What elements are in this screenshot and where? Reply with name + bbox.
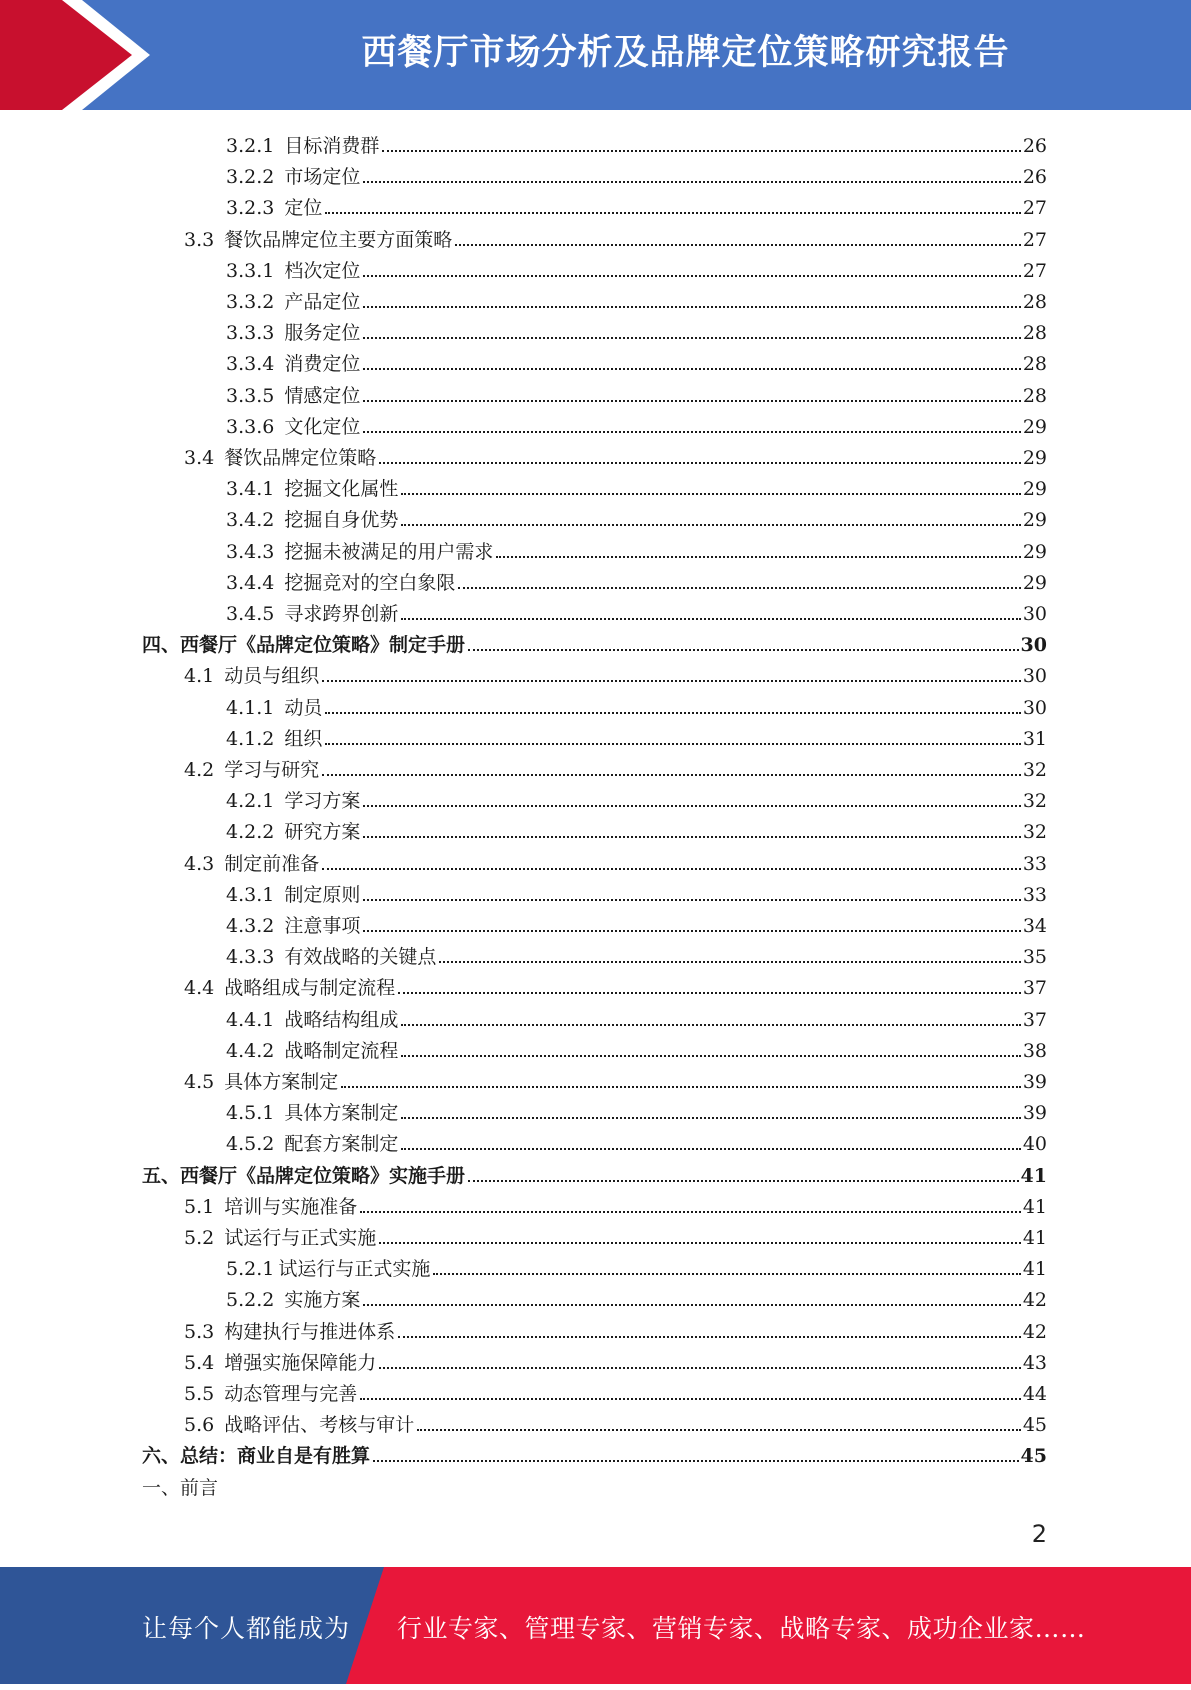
toc-dot-leader [325, 212, 1020, 214]
toc-dot-leader [363, 337, 1020, 339]
toc-entry-page: 29 [1022, 415, 1047, 438]
toc-entry-number: 4.1 [184, 665, 215, 688]
toc-entry-title: 具体方案制定 [224, 1071, 339, 1093]
toc-entry[interactable] [226, 189, 1047, 220]
page-footer [0, 1567, 1191, 1684]
toc-entry[interactable] [226, 876, 1047, 907]
toc-entry-number: 4.5.1 [226, 1102, 275, 1125]
toc-entry[interactable] [142, 1469, 218, 1500]
toc-dot-leader [401, 618, 1020, 620]
toc-dot-leader [468, 1180, 1019, 1182]
toc-dot-leader [379, 462, 1021, 464]
toc-entry-number: 4.4 [184, 977, 215, 1000]
toc-entry-title: 制定原则 [284, 883, 361, 906]
toc-entry-page: 44 [1022, 1383, 1047, 1405]
toc-entry[interactable] [226, 377, 1047, 408]
toc-dot-leader [401, 493, 1020, 495]
toc-entry-title: 战略评估、考核与审计 [224, 1414, 415, 1437]
toc-dot-leader [382, 150, 1020, 152]
toc-entry-number: 3.3.3 [226, 322, 275, 345]
toc-dot-leader [363, 805, 1020, 807]
toc-entry-page: 27 [1022, 197, 1047, 220]
toc-entry-page: 26 [1022, 135, 1047, 157]
toc-entry-title: 制定前准备 [224, 852, 320, 875]
toc-entry-title: 战略结构组成 [284, 1008, 399, 1031]
toc-entry-number: 5.2.2 [226, 1289, 275, 1312]
toc-entry[interactable] [226, 408, 1047, 439]
toc-entry-title: 战略制定流程 [284, 1039, 399, 1062]
toc-entry[interactable] [226, 1094, 1047, 1125]
toc-entry[interactable] [226, 782, 1047, 813]
toc-entry-title: 有效战略的关键点 [284, 946, 437, 969]
toc-entry-number: 4.1.1 [226, 696, 275, 719]
toc-entry-number: 3.3.5 [226, 384, 275, 407]
toc-entry-number: 3.2.1 [226, 135, 275, 157]
toc-entry-title: 构建执行与推进体系 [224, 1320, 396, 1343]
toc-entry-page: 26 [1022, 166, 1047, 189]
toc-entry[interactable] [226, 938, 1047, 969]
toc-entry[interactable] [226, 158, 1047, 189]
toc-entry[interactable] [184, 1219, 1047, 1250]
toc-entry-title: 定位 [284, 197, 323, 220]
footer-roles: 行业专家、管理专家、营销专家、战略专家、成功企业家…… [397, 1614, 1086, 1643]
toc-dot-leader [468, 649, 1019, 651]
toc-entry-title: 挖掘未被满足的用户需求 [284, 540, 494, 563]
toc-entry-number: 3.4.1 [226, 478, 275, 501]
page-header [0, 0, 1191, 110]
footer-slogan: 让每个人都能成为 [142, 1614, 351, 1643]
toc-entry-title: 挖掘文化属性 [284, 478, 399, 501]
toc-entry-page: 45 [1022, 1414, 1047, 1437]
toc-entry-title: 四、西餐厅《品牌定位策略》制定手册 [142, 634, 466, 657]
toc-entry-page: 27 [1022, 259, 1047, 282]
toc-entry[interactable] [226, 1250, 1047, 1281]
toc-entry-number: 4.4.2 [226, 1039, 275, 1062]
toc-entry-title: 学习方案 [284, 790, 361, 813]
toc-entry-page: 40 [1022, 1133, 1047, 1156]
toc-entry-number: 4.5.2 [226, 1133, 275, 1156]
toc-entry-number: 3.4.2 [226, 509, 275, 532]
toc-entry-page: 28 [1022, 384, 1047, 407]
toc-entry-page: 34 [1022, 915, 1047, 937]
toc-entry-page: 42 [1022, 1320, 1047, 1343]
toc-entry[interactable] [226, 907, 1047, 938]
toc-entry-title: 试运行与正式实施 [278, 1258, 431, 1281]
toc-entry[interactable] [226, 345, 1047, 376]
toc-entry[interactable] [184, 751, 1047, 782]
toc-entry-title: 文化定位 [284, 415, 361, 438]
toc-dot-leader [401, 1117, 1020, 1119]
toc-entry-title: 餐饮品牌定位策略 [224, 447, 377, 469]
toc-entry-number: 3.3.1 [226, 259, 275, 282]
toc-entry-number: 3.4.5 [226, 603, 275, 625]
toc-entry-title: 动员与组织 [224, 665, 320, 688]
toc-entry[interactable] [184, 1375, 1047, 1406]
toc-entry-number: 5.2.1 [226, 1258, 275, 1281]
toc-entry[interactable] [226, 283, 1047, 314]
toc-dot-leader [363, 1304, 1020, 1306]
toc-dot-leader [360, 1211, 1021, 1213]
toc-entry-page: 42 [1022, 1289, 1047, 1312]
toc-dot-leader [360, 1398, 1021, 1400]
toc-entry-number: 3.3 [184, 228, 215, 251]
toc-dot-leader [363, 930, 1020, 932]
toc-entry-page: 32 [1022, 821, 1047, 844]
toc-entry-number: 4.4.1 [226, 1008, 275, 1031]
toc-entry[interactable] [142, 1157, 1047, 1188]
toc-entry-title: 具体方案制定 [284, 1102, 399, 1125]
toc-entry[interactable] [226, 1281, 1047, 1312]
toc-dot-leader [379, 1367, 1021, 1369]
toc-dot-leader [341, 1086, 1021, 1088]
toc-entry-page: 41 [1022, 1195, 1047, 1218]
toc-entry-page: 30 [1022, 665, 1047, 688]
toc-entry-page: 29 [1022, 478, 1047, 501]
toc-entry-number: 4.2 [184, 759, 215, 781]
toc-entry-page: 29 [1022, 571, 1047, 594]
toc-dot-leader [363, 368, 1020, 370]
toc-entry[interactable] [184, 1188, 1047, 1219]
page-number: 2 [1031, 1520, 1047, 1548]
toc-entry-title: 学习与研究 [224, 759, 320, 781]
toc-dot-leader [325, 743, 1020, 745]
toc-entry[interactable] [226, 720, 1047, 751]
toc-entry-title: 研究方案 [284, 821, 361, 844]
toc-entry-page: 39 [1022, 1102, 1047, 1125]
toc-entry-title: 市场定位 [284, 166, 361, 189]
toc-entry-number: 3.3.2 [226, 291, 275, 313]
toc-entry-number: 4.5 [184, 1071, 215, 1093]
toc-entry-page: 39 [1022, 1071, 1047, 1093]
toc-entry-title: 增强实施保障能力 [224, 1351, 377, 1374]
toc-entry-page: 32 [1022, 790, 1047, 813]
toc-dot-leader [398, 1336, 1021, 1338]
toc-entry[interactable] [226, 813, 1047, 844]
toc-entry-number: 5.6 [184, 1414, 215, 1437]
toc-entry[interactable] [226, 314, 1047, 345]
toc-dot-leader [322, 680, 1021, 682]
toc-entry-number: 3.3.6 [226, 415, 275, 438]
toc-entry-page: 30 [1020, 634, 1047, 657]
toc-dot-leader [363, 275, 1020, 277]
toc-entry-title: 餐饮品牌定位主要方面策略 [224, 228, 453, 251]
toc-entry-number: 3.3.4 [226, 353, 275, 376]
toc-entry-number: 4.3.2 [226, 915, 275, 937]
toc-entry-page: 28 [1022, 353, 1047, 376]
toc-entry[interactable] [226, 501, 1047, 532]
toc-entry-page: 37 [1022, 1008, 1047, 1031]
toc-entry-title: 挖掘竞对的空白象限 [284, 571, 456, 594]
toc-dot-leader [363, 181, 1020, 183]
toc-entry-number: 3.2.2 [226, 166, 275, 189]
toc-entry[interactable] [226, 595, 1047, 626]
toc-entry-title: 试运行与正式实施 [224, 1227, 377, 1249]
toc-entry-page: 41 [1022, 1258, 1047, 1281]
toc-entry[interactable] [184, 1344, 1047, 1375]
toc-entry-number: 5.5 [184, 1383, 215, 1405]
toc-entry-title: 五、西餐厅《品牌定位策略》实施手册 [142, 1164, 466, 1187]
toc-entry-page: 32 [1022, 759, 1047, 781]
toc-entry[interactable] [184, 439, 1047, 470]
toc-entry-title: 档次定位 [284, 259, 361, 282]
toc-entry[interactable] [184, 969, 1047, 1000]
toc-entry-title: 目标消费群 [284, 135, 380, 157]
toc-dot-leader [417, 1429, 1021, 1431]
toc-dot-leader [363, 899, 1020, 901]
toc-entry-title: 组织 [284, 727, 323, 750]
toc-entry-number: 3.4 [184, 447, 215, 469]
toc-entry-page: 45 [1020, 1445, 1047, 1468]
toc-entry-page: 28 [1022, 291, 1047, 313]
toc-entry-title: 动员 [284, 696, 323, 719]
toc-dot-leader [401, 524, 1020, 526]
toc-entry-number: 5.4 [184, 1351, 215, 1374]
toc-dot-leader [325, 712, 1020, 714]
toc-entry[interactable] [226, 252, 1047, 283]
toc-entry-title: 六、总结：商业自是有胜算 [142, 1445, 371, 1468]
toc-entry-title: 产品定位 [284, 291, 361, 313]
toc-entry-page: 38 [1022, 1039, 1047, 1062]
toc-entry[interactable] [226, 1001, 1047, 1032]
toc-entry[interactable] [142, 1437, 1047, 1468]
toc-dot-leader [401, 1024, 1020, 1026]
toc-entry[interactable] [142, 626, 1047, 657]
toc-entry-number: 4.3 [184, 852, 215, 875]
toc-dot-leader [439, 961, 1020, 963]
toc-entry-number: 5.2 [184, 1227, 215, 1249]
toc-entry[interactable] [184, 1063, 1047, 1094]
toc-dot-leader [496, 556, 1020, 558]
toc-entry-number: 4.3.3 [226, 946, 275, 969]
toc-entry-page: 29 [1022, 447, 1047, 469]
document-title: 西餐厅市场分析及品牌定位策略研究报告 [361, 33, 1010, 73]
toc-dot-leader [322, 774, 1021, 776]
toc-entry-number: 5.3 [184, 1320, 215, 1343]
toc-dot-leader [433, 1273, 1020, 1275]
toc-dot-leader [398, 992, 1021, 994]
toc-entry-title: 消费定位 [284, 353, 361, 376]
toc-entry-title: 实施方案 [284, 1289, 361, 1312]
toc-entry-page: 41 [1022, 1227, 1047, 1249]
toc-entry-page: 30 [1022, 603, 1047, 625]
toc-entry-page: 29 [1022, 540, 1047, 563]
toc-entry-title: 情感定位 [284, 384, 361, 407]
toc-entry[interactable] [184, 1313, 1047, 1344]
toc-entry-title: 动态管理与完善 [224, 1383, 358, 1405]
toc-entry[interactable] [226, 470, 1047, 501]
toc-entry-title: 寻求跨界创新 [284, 603, 399, 625]
toc-entry-number: 4.2.1 [226, 790, 275, 813]
toc-dot-leader [363, 836, 1020, 838]
toc-entry[interactable] [184, 657, 1047, 688]
toc-entry-page: 29 [1022, 509, 1047, 532]
toc-dot-leader [458, 587, 1020, 589]
toc-entry[interactable] [226, 1032, 1047, 1063]
toc-entry-page: 33 [1022, 883, 1047, 906]
toc-entry[interactable] [226, 564, 1047, 595]
toc-entry-title: 培训与实施准备 [224, 1195, 358, 1218]
toc-dot-leader [373, 1460, 1019, 1462]
toc-entry-title: 服务定位 [284, 322, 361, 345]
toc-entry-number: 4.2.2 [226, 821, 275, 844]
toc-dot-leader [363, 431, 1020, 433]
toc-entry-title: 一、前言 [142, 1476, 219, 1499]
toc-entry-page: 35 [1022, 946, 1047, 969]
toc-entry-page: 27 [1022, 228, 1047, 251]
toc-entry[interactable] [184, 221, 1047, 252]
toc-entry[interactable] [184, 845, 1047, 876]
toc-entry-number: 5.1 [184, 1195, 215, 1218]
toc-dot-leader [401, 1055, 1020, 1057]
toc-dot-leader [363, 400, 1020, 402]
toc-entry-title: 配套方案制定 [284, 1133, 399, 1156]
toc-entry-page: 28 [1022, 322, 1047, 345]
toc-entry-number: 3.2.3 [226, 197, 275, 220]
toc-dot-leader [363, 306, 1020, 308]
toc-entry[interactable] [226, 533, 1047, 564]
toc-entry-page: 43 [1022, 1351, 1047, 1374]
toc-entry-page: 33 [1022, 852, 1047, 875]
toc-entry-page: 31 [1022, 727, 1047, 750]
toc-entry-title: 挖掘自身优势 [284, 509, 399, 532]
toc-entry-page: 41 [1020, 1164, 1047, 1187]
toc-entry-number: 3.4.3 [226, 540, 275, 563]
toc-entry-title: 注意事项 [284, 915, 361, 937]
toc-dot-leader [401, 1148, 1020, 1150]
toc-entry[interactable] [226, 127, 1047, 158]
toc-entry-page: 37 [1022, 977, 1047, 1000]
toc-dot-leader [379, 1242, 1021, 1244]
toc-entry-title: 战略组成与制定流程 [224, 977, 396, 1000]
toc-entry-number: 4.1.2 [226, 727, 275, 750]
toc-dot-leader [322, 868, 1021, 870]
toc-entry-number: 3.4.4 [226, 571, 275, 594]
toc-entry-number: 4.3.1 [226, 883, 275, 906]
toc-entry[interactable] [226, 1125, 1047, 1156]
toc-dot-leader [455, 244, 1021, 246]
toc-entry[interactable] [184, 1406, 1047, 1437]
toc-entry[interactable] [226, 689, 1047, 720]
toc-entry-page: 30 [1022, 696, 1047, 719]
